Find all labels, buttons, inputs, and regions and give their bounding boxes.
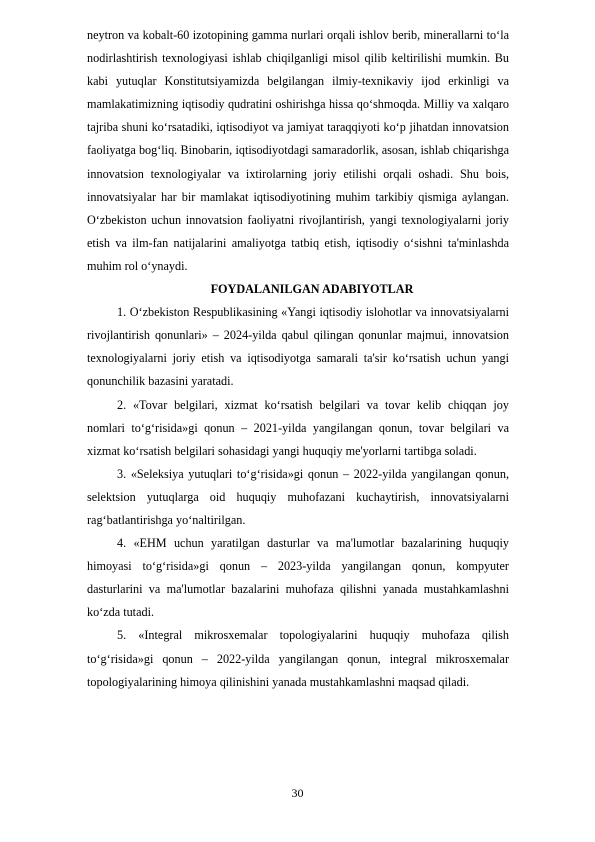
- reference-item-5: [87, 624, 509, 693]
- page-number: 30: [291, 786, 304, 800]
- reference-item-2: [87, 394, 509, 463]
- reference-item-4: [87, 532, 509, 624]
- reference-text: «Tovar belgilari, xizmat ko‘rsatish belgilari va tovar kelib chiqqan joy nomlari to‘g‘risida»gi qonun – 2021-yilda yangilangan qonun, tovar belgilari va xizmat ko‘rsatish belgilari sohasidagi yangi huquqiy me'yorlarni tartibga soladi.: [87, 397, 509, 458]
- reference-number: 2.: [117, 397, 127, 412]
- reference-number: 4.: [117, 536, 127, 551]
- reference-number: 3.: [117, 466, 127, 481]
- reference-number: 5.: [117, 628, 127, 643]
- body-paragraph: neytron va kobalt-60 izotopining gamma nurlari orqali ishlov berib, minerallarni to‘la nodirlashtirish texnologiyasi ishlab chiqilganligi misol qilib keltirilishi mumkin. Bu kabi yutuqlar Konstitutsiyamizda belgilangan ilmiy-texnikaviy ijod erkinligi va mamlakatimizning iqtisodiy qudratini oshirishga hissa qo‘shmoqda. Milliy va xalqaro tajriba shuni ko‘rsatadiki, iqtisodiyot va jamiyat taraqqiyoti ko‘p jihatdan innovatsion faoliyatga bog‘liq. Binobarin, iqtisodiyotdagi samaradorlik, asosan, ishlab chiqarishga innovatsion texnologiyalar va ixtirolarning joriy etilishi orqali oshadi. Shu bois, innovatsiyalar har bir mamlakat iqtisodiyotining muhim tarkibiy qismiga aylangan. O‘zbekiston uchun innovatsion faoliyatni rivojlantirish, yangi texnologiyalarni joriy etish va ilm-fan natijalarini amaliyotga tatbiq etish, iqtisodiy o‘sishni ta'minlashda muhim rol o‘ynaydi.: [87, 28, 509, 273]
- reference-text: «Seleksiya yutuqlari to‘g‘risida»gi qonun – 2022-yilda yangilangan qonun, selektsion yutuqlarga oid huquqiy muhofazani kuchaytirish, innovatsiyalarni rag‘batlantirishga yo‘naltirilgan.: [87, 466, 510, 527]
- reference-number: 1.: [117, 305, 127, 320]
- document-page: [87, 24, 509, 694]
- reference-item-3: [87, 463, 509, 532]
- reference-item-1: [87, 301, 509, 393]
- reference-text: «Integral mikrosxemalar topologiyalarini huquqiy muhofaza qilish to‘g‘risida»gi qonun – 2022-yilda yangilangan qonun, integral mikrosxemalar topologiyalarining himoya qilinishini yanada mustahkamlashni maqsad qiladi.: [87, 628, 509, 689]
- reference-text: O‘zbekiston Respublikasining «Yangi iqtisodiy islohotlar va innovatsiyalarni rivojlantirish qonunlari» – 2024-yilda qabul qilingan qonunlar majmui, innovatsion texnologiyalarni joriy etish va iqtisodiyotga samarali ta'sir ko‘rsatish uchun yangi qonunchilik bazasini yaratadi.: [87, 305, 509, 389]
- references-heading: FOYDALANILGAN ADABIYOTLAR: [210, 282, 414, 297]
- reference-text: «EHM uchun yaratilgan dasturlar va ma'lumotlar bazalarining huquqiy himoyasi to‘g‘risida»gi qonun – 2023-yilda yangilangan qonun, kompyuter dasturlarini va ma'lumotlar bazalarini muhofaza qilishni yanada mustahkamlashni ko‘zda tutadi.: [87, 536, 509, 620]
